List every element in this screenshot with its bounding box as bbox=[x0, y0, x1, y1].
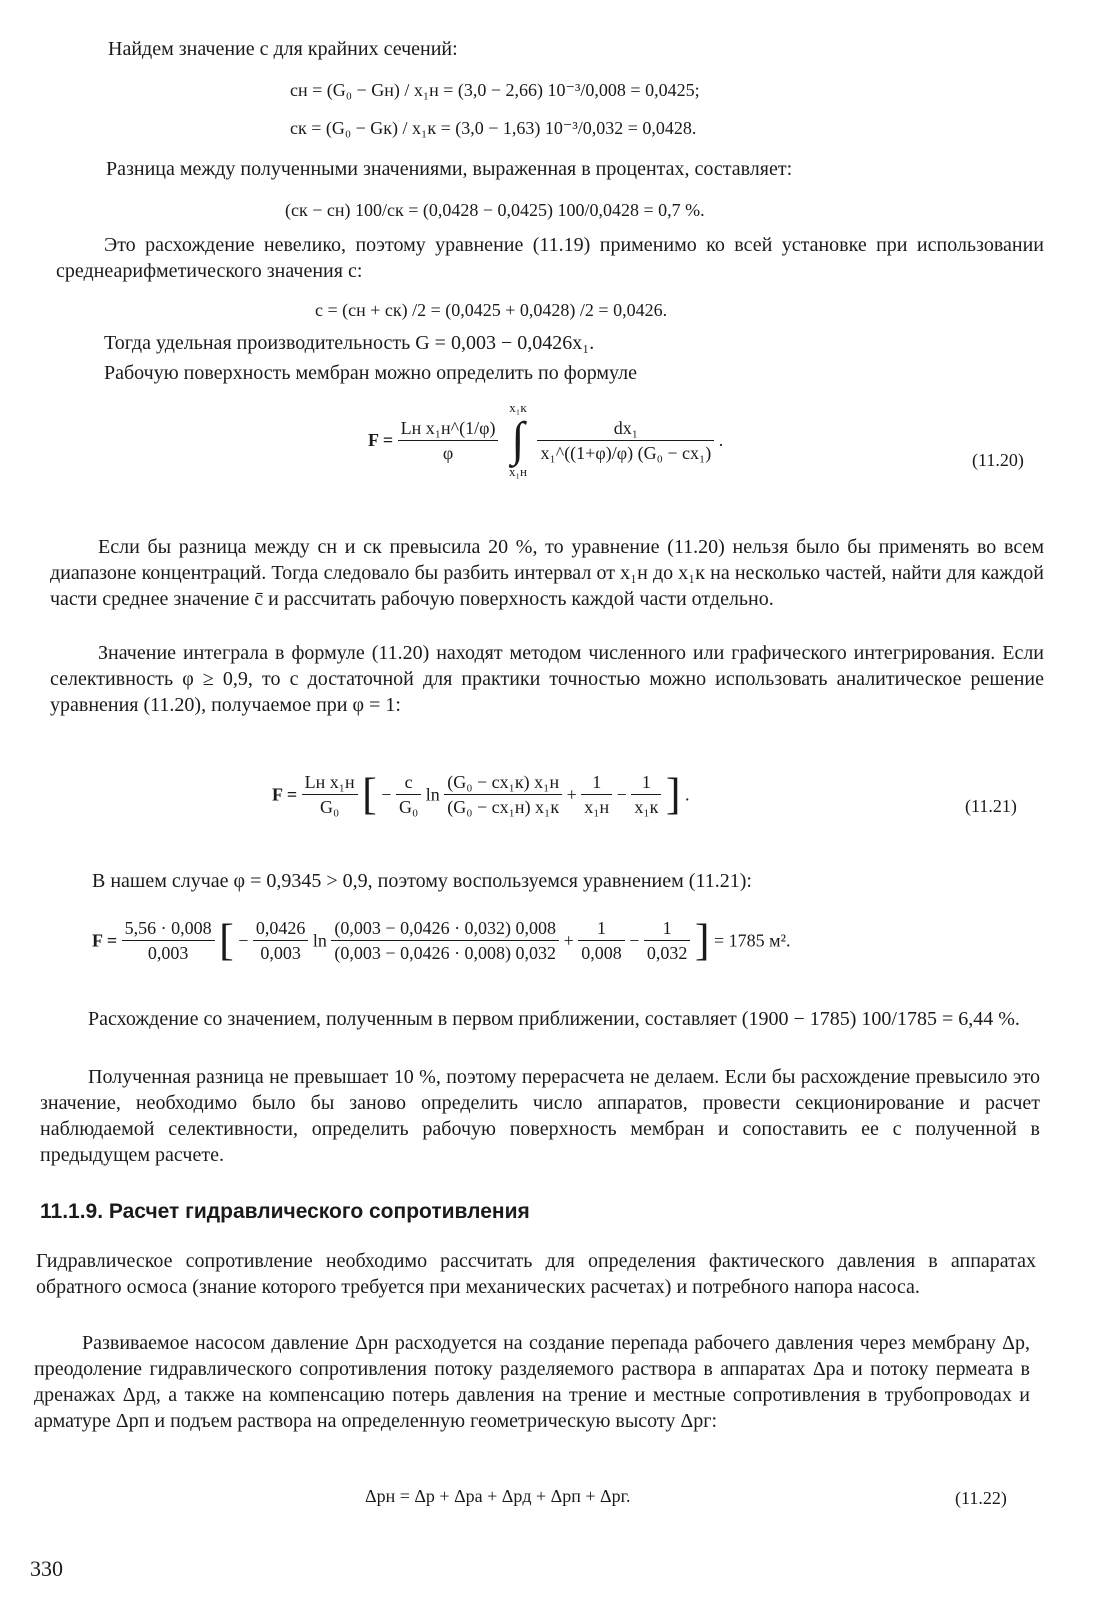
right-bracket-icon: ] bbox=[694, 915, 710, 965]
eqn-frac-5-num: 1 bbox=[644, 916, 691, 941]
paragraph-1: Найдем значение c для крайних сечений: bbox=[108, 38, 458, 60]
eq21-lhs: F = bbox=[272, 784, 298, 805]
eqn-frac-5-den: 0,032 bbox=[646, 943, 688, 963]
equation-number-11-22: (11.22) bbox=[955, 1488, 1007, 1508]
eq21-ln: ln bbox=[425, 784, 440, 805]
paragraph-3: Это расхождение невелико, поэтому уравнение (11.19) применимо ко всей установке при использовании среднеарифметического значения c: bbox=[56, 234, 1044, 282]
equation-11-22: Δpн = Δp + Δpа + Δpд + Δpп + Δpг. bbox=[365, 1486, 631, 1506]
eq20-integrand-num: dx₁ bbox=[537, 416, 714, 441]
eq20-prefactor-den: φ bbox=[442, 442, 454, 463]
eqn-ln: ln bbox=[312, 930, 327, 951]
eq20-lower-limit: x₁н bbox=[508, 464, 527, 479]
eq21-frac-2 bbox=[396, 770, 421, 819]
eq20-upper-limit: x₁к bbox=[509, 400, 527, 415]
integral-sign-icon: ∫ bbox=[511, 413, 525, 466]
eq21-frac-5-den: x₁к bbox=[634, 797, 659, 817]
eq21-frac-4 bbox=[581, 770, 612, 819]
equation-numeric bbox=[92, 916, 790, 980]
eqn-frac-1 bbox=[122, 916, 215, 965]
eq21-tail: . bbox=[685, 784, 690, 805]
eq20-prefactor bbox=[398, 416, 499, 465]
paragraph-5: Рабочую поверхность мембран можно определить по формуле bbox=[104, 362, 638, 384]
eqn-frac-3 bbox=[331, 916, 559, 965]
eqn-frac-2 bbox=[253, 916, 309, 965]
eq20-integrand-den: x₁^((1+φ)/φ) (G₀ − cx₁) bbox=[540, 442, 712, 463]
equation-ck: cк = (G₀ − Gк) / x₁к = (3,0 − 1,63) 10⁻³/0,032 = 0,0428. bbox=[290, 118, 697, 138]
eqn-frac-3-den: (0,003 − 0,0426 · 0,008) 0,032 bbox=[334, 943, 557, 963]
paragraph-4: Тогда удельная производительность G = 0,003 − 0,0426x₁. bbox=[104, 332, 595, 354]
eq20-lhs: F = bbox=[368, 430, 394, 450]
equation-number-11-21: (11.21) bbox=[965, 796, 1017, 816]
equation-number-11-20: (11.20) bbox=[972, 450, 1024, 470]
section-heading: 11.1.9. Расчет гидравлического сопротивления bbox=[40, 1200, 530, 1223]
eqn-minus-2: − bbox=[629, 930, 640, 951]
eq20-tail: . bbox=[718, 430, 724, 450]
left-bracket-icon: [ bbox=[219, 915, 234, 965]
eqn-frac-5 bbox=[644, 916, 691, 965]
eqn-minus: − bbox=[238, 930, 249, 951]
eqn-result: = 1785 м². bbox=[714, 930, 791, 951]
eqn-lhs: F = bbox=[92, 930, 118, 951]
equation-diff: (cк − cн) 100/cк = (0,0428 − 0,0425) 100/0,0428 = 0,7 %. bbox=[285, 200, 705, 220]
eqn-frac-1-num: 5,56 · 0,008 bbox=[122, 916, 215, 941]
eq21-frac-2-den: G₀ bbox=[398, 797, 419, 817]
eq21-frac-3 bbox=[444, 770, 562, 819]
eq21-plus: + bbox=[566, 784, 577, 805]
eqn-frac-4-num: 1 bbox=[578, 916, 625, 941]
paragraph-10: Полученная разница не превышает 10 %, поэтому перерасчета не делаем. Если бы расхождение превысило это значение, необходимо было бы заново определить число аппаратов, провести секционирование и расчет наблюдаемой селективности, определить рабочую поверхность мембран и сопоставить ее с полученной в предыдущем расчете. bbox=[40, 1066, 1040, 1166]
eq21-frac-1-num: Lн x₁н bbox=[302, 770, 358, 795]
right-bracket-icon: ] bbox=[665, 769, 681, 819]
eqn-frac-2-num: 0,0426 bbox=[253, 916, 309, 941]
eq21-frac-3-num: (G₀ − cx₁к) x₁н bbox=[444, 770, 562, 795]
equation-cn: cн = (G₀ − Gн) / x₁н = (3,0 − 2,66) 10⁻³/0,008 = 0,0425; bbox=[290, 80, 700, 100]
paragraph-11: Гидравлическое сопротивление необходимо рассчитать для определения фактического давления в аппаратах обратного осмоса (знание которого требуется при механических расчетах) и потребного напора насоса. bbox=[36, 1250, 1036, 1298]
eq21-frac-3-den: (G₀ − cx₁н) x₁к bbox=[447, 797, 560, 817]
eqn-frac-4 bbox=[578, 916, 625, 965]
eqn-frac-3-num: (0,003 − 0,0426 · 0,032) 0,008 bbox=[331, 916, 559, 941]
eqn-frac-1-den: 0,003 bbox=[147, 943, 189, 963]
paragraph-7: Значение интеграла в формуле (11.20) находят методом численного или графического интегрирования. Если селективность φ ≥ 0,9, то с достаточной для практики точностью можно использовать аналитическое решение уравнения (11.20), получаемое при φ = 1: bbox=[50, 642, 1044, 716]
paragraph-2: Разница между полученными значениями, выраженная в процентах, составляет: bbox=[106, 158, 793, 180]
eq21-frac-4-den: x₁н bbox=[584, 797, 610, 817]
paragraph-6: Если бы разница между cн и cк превысила 20 %, то уравнение (11.20) нельзя было бы применять во всем диапазоне концентраций. Тогда следовало бы разбить интервал от x₁н до x₁к на несколько частей, найти для каждой части среднее значение c̄ и рассчитать рабочую поверхность каждой части отдельно. bbox=[50, 536, 1044, 610]
eq21-frac-5 bbox=[631, 770, 661, 819]
eq21-frac-4-num: 1 bbox=[581, 770, 612, 795]
eq21-minus: − bbox=[381, 784, 392, 805]
eq20-integral bbox=[509, 400, 527, 480]
eq20-integrand bbox=[537, 416, 714, 465]
eq21-frac-1-den: G₀ bbox=[319, 797, 340, 817]
eq21-frac-2-num: c bbox=[396, 770, 421, 795]
left-bracket-icon: [ bbox=[362, 769, 377, 819]
eq21-minus-2: − bbox=[616, 784, 627, 805]
paragraph-9: Расхождение со значением, полученным в первом приближении, составляет (1900 − 1785) 100/1785 = 6,44 %. bbox=[88, 1008, 1020, 1030]
equation-11-20 bbox=[368, 400, 723, 500]
paragraph-12: Развиваемое насосом давление Δpн расходуется на создание перепада рабочего давления через мембрану Δp, преодоление гидравлического сопротивления потоку разделяемого раствора в аппаратах Δpа и потоку пермеата в дренажах Δpд, а также на компенсацию потерь давления на трение и местные сопротивления в трубопроводах и арматуре Δpп и подъем раствора на определенную геометрическую высоту Δpг: bbox=[34, 1332, 1030, 1432]
paragraph-8: В нашем случае φ = 0,9345 > 0,9, поэтому воспользуемся уравнением (11.21): bbox=[92, 870, 752, 892]
eqn-plus: + bbox=[563, 930, 574, 951]
page-number: 330 bbox=[30, 1556, 63, 1581]
eq20-prefactor-num: Lн x₁н^(1/φ) bbox=[398, 416, 499, 441]
equation-c-mean: c = (cн + cк) /2 = (0,0425 + 0,0428) /2 = 0,0426. bbox=[315, 300, 668, 320]
equation-11-21 bbox=[272, 770, 690, 840]
eqn-frac-4-den: 0,008 bbox=[581, 943, 622, 963]
eq21-frac-5-num: 1 bbox=[631, 770, 661, 795]
eqn-frac-2-den: 0,003 bbox=[260, 943, 301, 963]
eq21-frac-1 bbox=[302, 770, 358, 819]
